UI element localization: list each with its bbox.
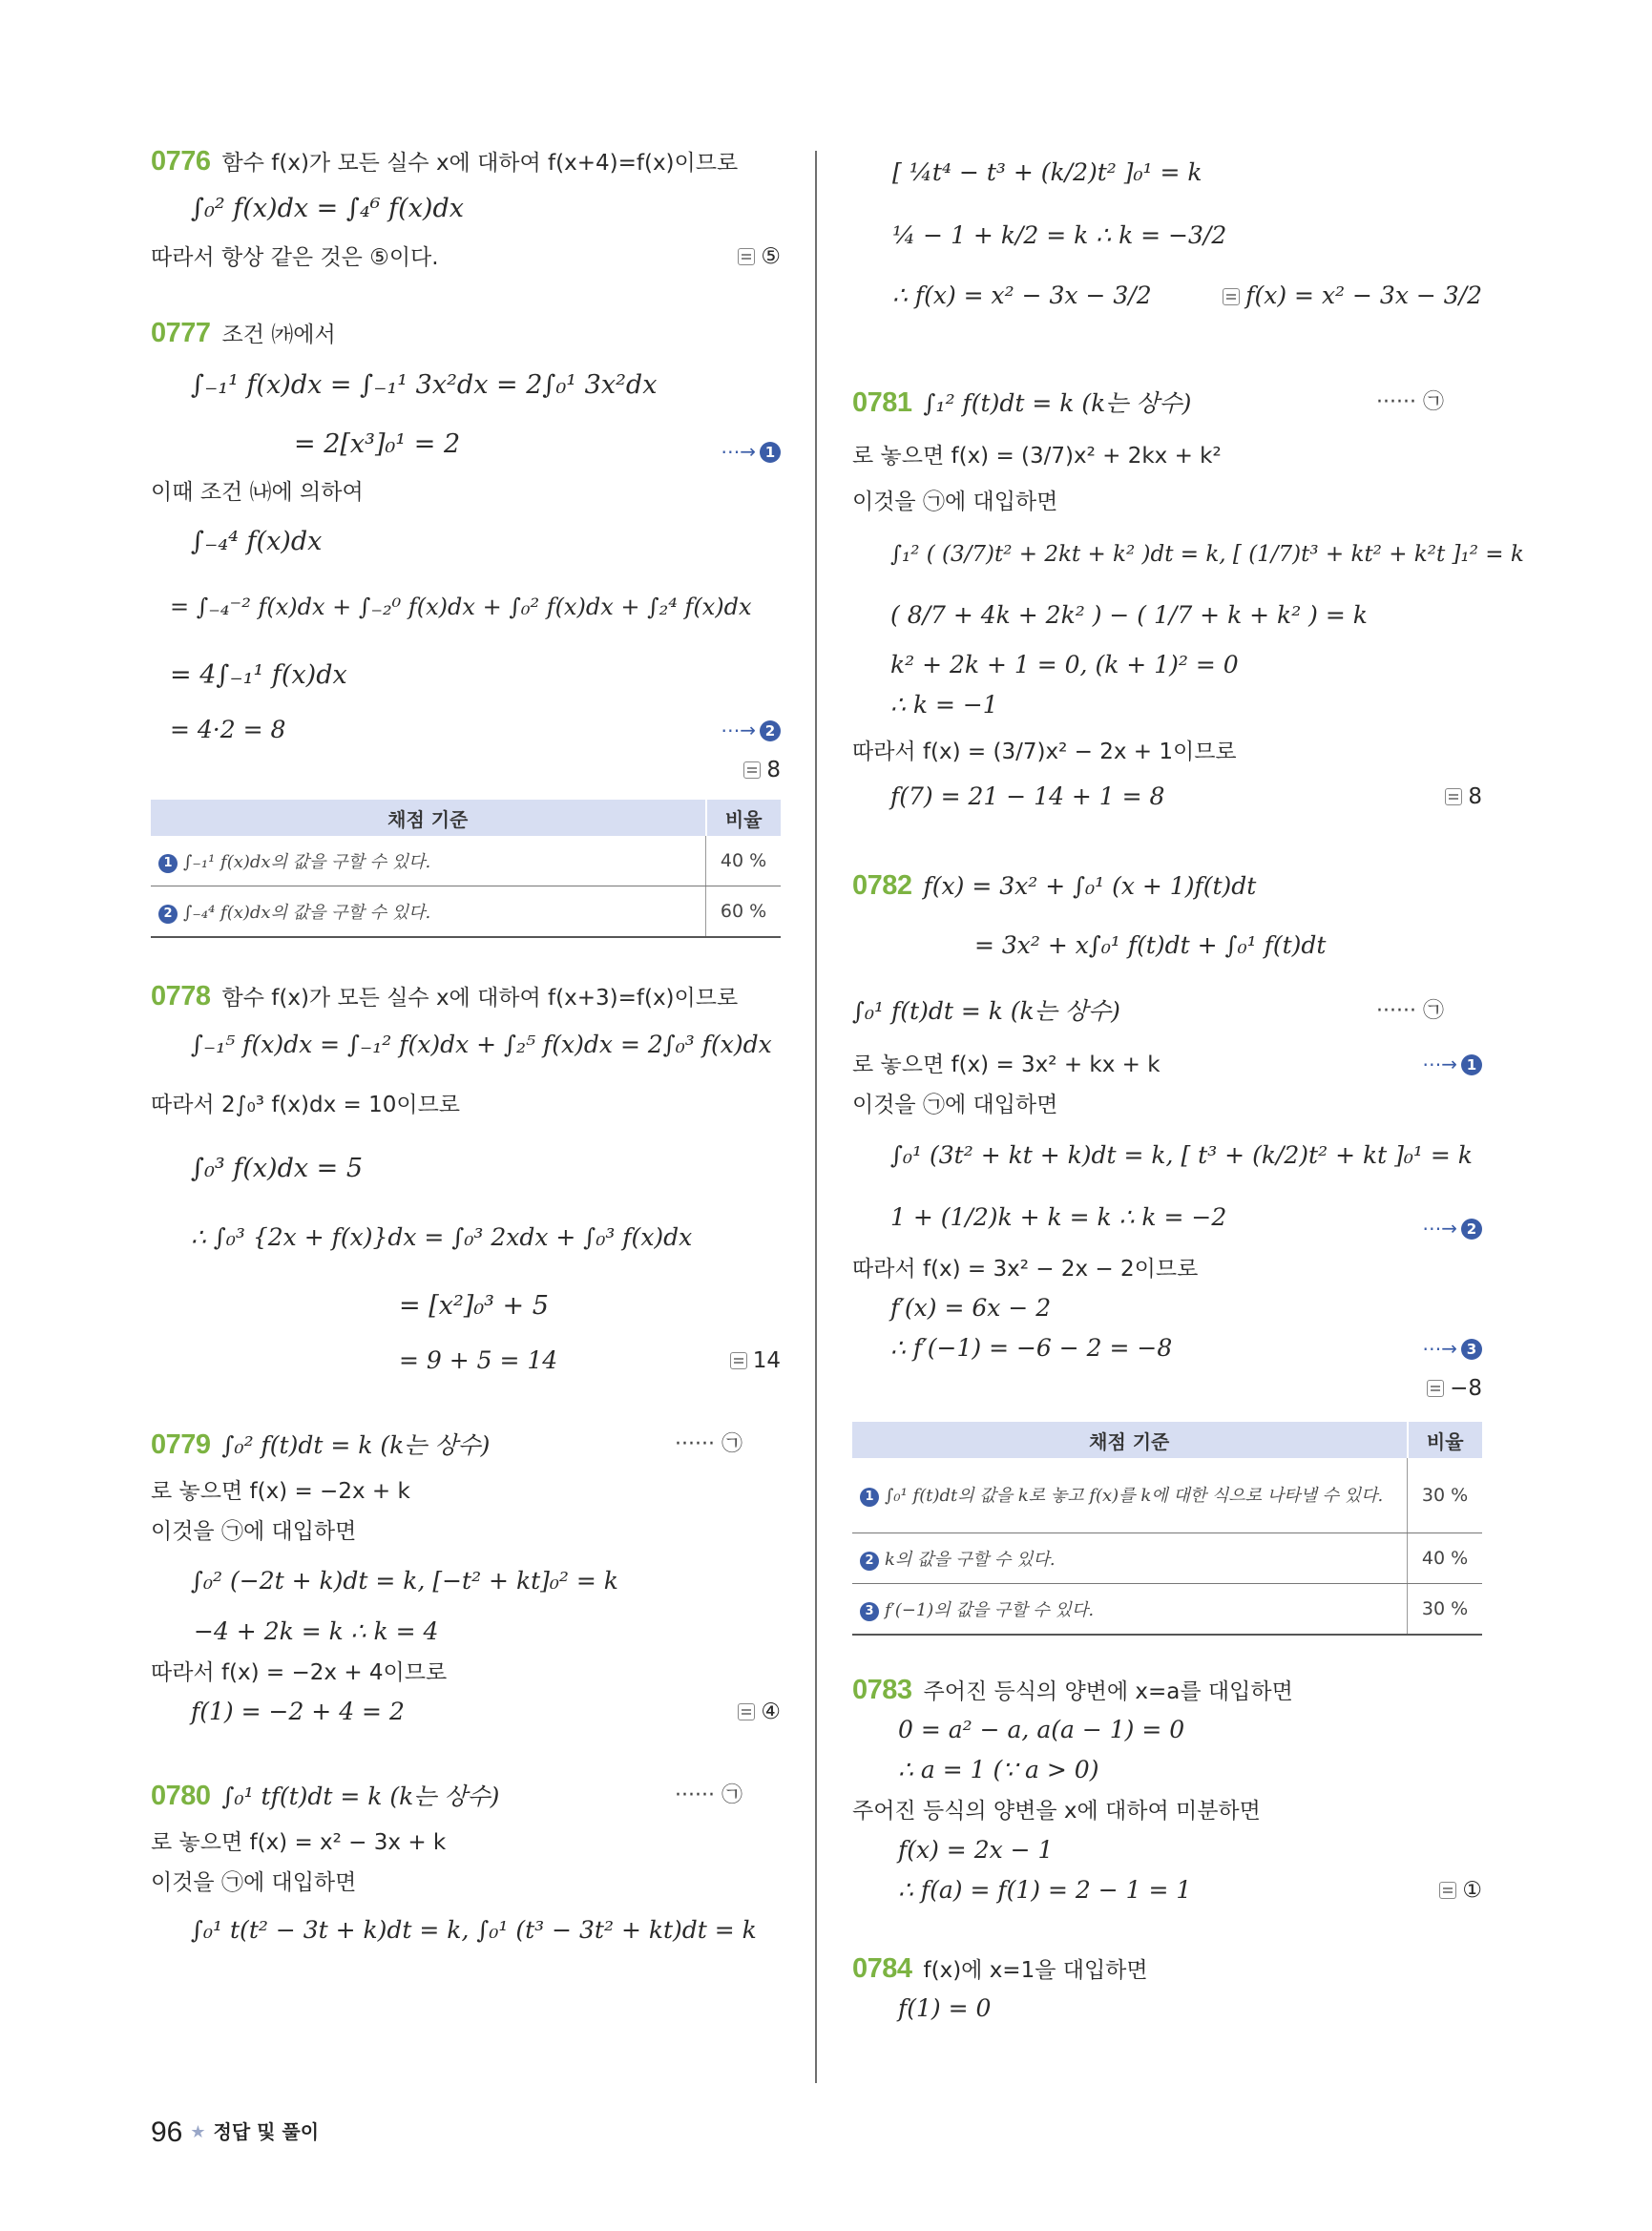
answer-icon: [1223, 288, 1240, 305]
answer-icon: [743, 761, 761, 779]
problem-number: 0783: [852, 1675, 912, 1705]
rubric-criterion-text: f′(−1)의 값을 구할 수 있다.: [885, 1600, 1095, 1620]
step-number-icon: 2: [860, 1552, 879, 1571]
solution-text: 로 놓으면 f(x) = x² − 3x + k: [151, 1830, 447, 1855]
equation-marker: ······ ㉠: [675, 1783, 742, 1807]
rubric-criterion: [852, 1533, 1408, 1584]
rubric-header-ratio: 비율: [1408, 1422, 1483, 1458]
problem-0778-line-2: [151, 1016, 781, 1074]
rubric-ratio: 40 %: [1408, 1533, 1483, 1584]
rubric-criterion-text: k의 값을 구할 수 있다.: [885, 1550, 1056, 1570]
rubric-header-criteria: 채점 기준: [151, 800, 706, 836]
problem-0777-line-6: [151, 573, 781, 641]
problem-number: 0779: [151, 1429, 211, 1460]
math-expression: ∫₁² ( (3/7)t² + 2kt + k² )dt = k, [ (1/7)t³ + kt² + k²t ]₁² = k: [890, 542, 1524, 567]
rubric-criterion: [852, 1458, 1408, 1533]
problem-0782-line-2: [852, 912, 1482, 979]
column-divider: [815, 151, 817, 2083]
step-number: 2: [1461, 1219, 1482, 1240]
solution-text: 이것을 ㉠에 대입하면: [852, 1093, 1058, 1117]
solution-text: 이때 조건 ㈏에 의하여: [151, 480, 364, 505]
problem-number: 0776: [151, 146, 211, 177]
problem-0778-line-3: [151, 1074, 781, 1135]
problem-0777: [151, 313, 781, 938]
answer-mark: [738, 237, 781, 277]
problem-0779: [151, 1419, 781, 1732]
answer-value: ④: [761, 1699, 781, 1724]
answer-icon: [1439, 1882, 1456, 1899]
math-expression: ∫₋₁⁵ f(x)dx = ∫₋₁² f(x)dx + ∫₂⁵ f(x)dx = 2∫₀³ f(x)dx: [191, 1031, 772, 1058]
scoring-rubric-0777: [151, 800, 781, 938]
answer-mark: [743, 750, 781, 790]
math-expression: −4 + 2k = k ∴ k = 4: [194, 1617, 439, 1645]
solution-text: 로 놓으면 f(x) = −2x + k: [151, 1479, 410, 1504]
problem-0784: [852, 1949, 1482, 2029]
problem-0781: [852, 376, 1524, 817]
solution-text: 주어진 등식의 양변에 x=a를 대입하면: [923, 1679, 1293, 1704]
solution-text: 함수 f(x)가 모든 실수 x에 대하여 f(x+3)=f(x)이므로: [221, 986, 739, 1011]
rubric-criterion-text: ∫₀¹ f(t)dt의 값을 k로 놓고 f(x)를 k에 대한 식으로 나타낼 수 있다.: [885, 1486, 1384, 1506]
rubric-criterion-text: ∫₋₄⁴ f(x)dx의 값을 구할 수 있다.: [183, 903, 431, 923]
problem-0782-line-6: [852, 1124, 1482, 1187]
problem-0777-line-1: [151, 313, 781, 353]
math-expression: = [x²]₀³ + 5: [399, 1291, 549, 1321]
rubric-criterion-text: ∫₋₁¹ f(x)dx의 값을 구할 수 있다.: [183, 852, 431, 872]
problem-0779-line-5: [151, 1612, 781, 1652]
math-expression: ∫₀¹ tf(t)dt = k (k는 상수): [221, 1783, 500, 1810]
math-expression: f′(x) = 6x − 2: [890, 1294, 1052, 1322]
solution-text: 이것을 ㉠에 대입하면: [852, 490, 1058, 514]
right-column: [852, 134, 1524, 2029]
step-number-icon: 1: [158, 854, 178, 873]
left-column: [151, 134, 781, 1959]
solution-text: 주어진 등식의 양변을 x에 대하여 미분하면: [852, 1799, 1261, 1824]
problem-0781-line-6: [852, 645, 1482, 685]
problem-number: 0784: [852, 1953, 912, 1984]
problem-0783-line-6: [852, 1870, 1482, 1910]
problem-0778-line-5: [151, 1203, 781, 1272]
problem-0776-line-2: [151, 181, 781, 237]
problem-0782-line-8: [852, 1248, 1482, 1288]
equation-marker: ······ ㉠: [1376, 999, 1444, 1023]
problem-0782-line-10: [852, 1328, 1482, 1368]
step-number: 3: [1461, 1339, 1482, 1360]
problem-0782-line-9: [852, 1288, 1482, 1328]
problem-0777-line-2: [151, 353, 781, 418]
math-expression: ∫₀¹ t(t² − 3t + k)dt = k, ∫₀¹ (t³ − 3t² + kt)dt = k: [191, 1916, 757, 1944]
rubric-criterion: [151, 886, 706, 938]
problem-0780-cont-line-1: [852, 143, 1482, 202]
step-marker: ⋯→ 3: [1422, 1328, 1482, 1368]
problem-0777-line-3: [151, 418, 781, 471]
math-expression: = 4∫₋₁¹ f(x)dx: [170, 660, 347, 690]
problem-0779-line-6: [151, 1652, 781, 1692]
step-marker: ⋯→ 1: [721, 425, 781, 478]
solution-text: 이것을 ㉠에 대입하면: [151, 1870, 357, 1895]
problem-0779-line-3: [151, 1511, 781, 1551]
problem-0780-cont-line-2: [852, 202, 1482, 269]
problem-0783-line-5: [852, 1830, 1482, 1870]
problem-0777-answer-line: [151, 750, 781, 790]
rubric-header-criteria: 채점 기준: [852, 1422, 1408, 1458]
section-title: 정답 및 풀이: [213, 2120, 320, 2143]
math-expression: = 3x² + x∫₀¹ f(t)dt + ∫₀¹ f(t)dt: [974, 931, 1327, 959]
problem-0781-line-7: [852, 685, 1482, 725]
math-expression: k² + 2k + 1 = 0, (k + 1)² = 0: [890, 651, 1239, 678]
page-number: 96: [151, 2116, 183, 2148]
problem-0781-line-8: [852, 725, 1482, 777]
solution-text: 따라서 f(x) = −2x + 4이므로: [151, 1660, 448, 1685]
problem-0776-line-3: [151, 237, 781, 277]
equation-marker: ······ ㉠: [1376, 390, 1444, 414]
problem-0778-line-1: [151, 976, 781, 1016]
rubric-ratio: 40 %: [706, 836, 782, 886]
problem-number: 0777: [151, 318, 211, 348]
problem-0781-line-2: [852, 429, 1482, 481]
math-expression: ∴ f(a) = f(1) = 2 − 1 = 1: [898, 1876, 1192, 1904]
answer-value: ①: [1462, 1878, 1482, 1903]
math-expression: f(1) = −2 + 4 = 2: [191, 1698, 405, 1725]
equation-marker: ······ ㉠: [675, 1432, 742, 1456]
math-expression: f(x) = 3x² + ∫₀¹ (x + 1)f(t)dt: [923, 872, 1257, 900]
problem-0778: [151, 976, 781, 1381]
answer-icon: [730, 1352, 747, 1369]
problem-0780-line-1: [151, 1770, 781, 1822]
answer-value: ⑤: [761, 244, 781, 269]
answer-icon: [738, 248, 755, 265]
step-number: 1: [1461, 1054, 1482, 1075]
rubric-header-ratio: 비율: [706, 800, 782, 836]
solution-text: 로 놓으면 f(x) = (3/7)x² + 2kx + k²: [852, 444, 1222, 469]
problem-0780-line-4: [151, 1902, 781, 1959]
answer-mark: [1427, 1368, 1482, 1408]
math-expression: f(x) = 2x − 1: [898, 1836, 1054, 1864]
problem-0783-line-2: [852, 1710, 1482, 1750]
problem-0779-line-7: [151, 1692, 781, 1732]
step-marker: ⋯→ 1: [1422, 1044, 1482, 1084]
problem-0777-line-8: [151, 710, 781, 750]
answer-value: 8: [766, 758, 781, 782]
solution-text: 따라서 2∫₀³ f(x)dx = 10이므로: [151, 1093, 461, 1117]
math-expression: ∫₀² f(x)dx = ∫₄⁶ f(x)dx: [191, 194, 464, 223]
problem-0782-line-3: [852, 979, 1482, 1044]
problem-0783-line-3: [852, 1750, 1482, 1790]
problem-0782-line-4: [852, 1044, 1482, 1084]
problem-0779-line-1: [151, 1419, 781, 1470]
math-expression: = 9 + 5 = 14: [399, 1346, 558, 1374]
problem-0780-continued: [852, 143, 1482, 323]
problem-0780: [151, 1770, 781, 1959]
answer-icon: [1445, 788, 1462, 805]
problem-0781-line-3: [852, 481, 1482, 521]
rubric-criterion: [151, 836, 706, 886]
rubric-row: [852, 1584, 1482, 1636]
problem-0784-line-2: [852, 1989, 1482, 2029]
step-number: 2: [760, 720, 781, 741]
math-expression: ∫₋₁¹ f(x)dx = ∫₋₁¹ 3x²dx = 2∫₀¹ 3x²dx: [191, 370, 658, 400]
math-expression: ∴ a = 1 (∵ a > 0): [898, 1756, 1099, 1783]
math-expression: ∫₀¹ (3t² + kt + k)dt = k, [ t³ + (k/2)t² + kt ]₀¹ = k: [890, 1141, 1473, 1169]
problem-0779-line-2: [151, 1470, 781, 1511]
math-expression: f(7) = 21 − 14 + 1 = 8: [890, 782, 1165, 810]
answer-value: 14: [752, 1348, 781, 1373]
problem-number: 0781: [852, 387, 912, 418]
scoring-rubric-0782: [852, 1422, 1482, 1636]
problem-0781-line-9: [852, 777, 1482, 817]
rubric-row: [151, 836, 781, 886]
rubric-criterion: [852, 1584, 1408, 1636]
rubric-ratio: 30 %: [1408, 1584, 1483, 1636]
answer-mark: [730, 1341, 781, 1381]
problem-0782-answer-line: [852, 1368, 1482, 1408]
answer-icon: [738, 1703, 755, 1720]
math-expression: ∫₁² f(t)dt = k (k는 상수): [923, 389, 1192, 417]
answer-mark: [738, 1692, 781, 1732]
math-expression: ∫₀³ f(x)dx = 5: [191, 1154, 364, 1183]
problem-0776-line-1: [151, 141, 781, 181]
star-icon: ★: [190, 2122, 206, 2141]
problem-0780-line-2: [151, 1822, 781, 1862]
math-expression: = ∫₋₄⁻² f(x)dx + ∫₋₂⁰ f(x)dx + ∫₀² f(x)dx + ∫₂⁴ f(x)dx: [170, 594, 752, 620]
problem-number: 0778: [151, 981, 211, 1011]
problem-number: 0782: [852, 870, 912, 901]
solution-text: 함수 f(x)가 모든 실수 x에 대하여 f(x+4)=f(x)이므로: [221, 151, 739, 176]
answer-mark: [1439, 1870, 1482, 1910]
problem-0783-line-4: [852, 1790, 1482, 1830]
math-expression: 0 = a² − a, a(a − 1) = 0: [898, 1716, 1185, 1743]
math-expression: [ ¼t⁴ − t³ + (k/2)t² ]₀¹ = k: [892, 158, 1202, 186]
rubric-row: [852, 1458, 1482, 1533]
step-marker: ⋯→ 2: [721, 710, 781, 750]
math-expression: ( 8/7 + 4k + 2k² ) − ( 1/7 + k + k² ) = k: [890, 601, 1368, 629]
problem-0781-line-5: [852, 586, 1482, 645]
answer-mark: [1223, 269, 1482, 323]
step-number: 1: [760, 442, 781, 463]
math-expression: ∴ ∫₀³ {2x + f(x)}dx = ∫₀³ 2xdx + ∫₀³ f(x)dx: [191, 1223, 693, 1251]
problem-0777-line-7: [151, 641, 781, 710]
math-expression: = 4·2 = 8: [170, 716, 286, 743]
solution-text: 따라서 f(x) = (3/7)x² − 2x + 1이므로: [852, 740, 1237, 764]
math-expression: ¼ − 1 + k/2 = k ∴ k = −3/2: [892, 221, 1227, 249]
rubric-ratio: 60 %: [706, 886, 782, 938]
math-expression: ∴ f(x) = x² − 3x − 3/2: [892, 281, 1152, 309]
problem-0783: [852, 1670, 1482, 1910]
rubric-row: [852, 1533, 1482, 1584]
solution-text: 로 놓으면 f(x) = 3x² + kx + k: [852, 1053, 1161, 1077]
problem-0779-line-4: [151, 1551, 781, 1612]
answer-value: 8: [1468, 784, 1482, 809]
solution-text: 따라서 항상 같은 것은 ⑤이다.: [151, 245, 439, 270]
math-expression: ∴ f′(−1) = −6 − 2 = −8: [890, 1334, 1173, 1362]
problem-0778-line-7: [151, 1341, 781, 1381]
problem-0782-line-5: [852, 1084, 1482, 1124]
problem-0784-line-1: [852, 1949, 1482, 1989]
problem-0777-line-4: [151, 471, 781, 511]
math-expression: f(1) = 0: [898, 1994, 992, 2022]
math-expression: 1 + (1/2)k + k = k ∴ k = −2: [890, 1203, 1227, 1231]
problem-0781-line-4: [852, 521, 1524, 586]
problem-0782-line-1: [852, 859, 1482, 912]
solution-text: f(x)에 x=1을 대입하면: [923, 1958, 1148, 1983]
solution-text: 조건 ㈎에서: [221, 323, 336, 347]
problem-0780-line-3: [151, 1862, 781, 1902]
problem-0783-line-1: [852, 1670, 1482, 1710]
answer-icon: [1427, 1380, 1444, 1397]
problem-0782-line-7: [852, 1187, 1482, 1248]
math-expression: ∫₀² f(t)dt = k (k는 상수): [221, 1431, 491, 1459]
answer-value: f(x) = x² − 3x − 3/2: [1245, 281, 1482, 309]
step-number-icon: 3: [860, 1602, 879, 1621]
step-number-icon: 1: [860, 1488, 879, 1507]
rubric-ratio: 30 %: [1408, 1458, 1483, 1533]
step-number-icon: 2: [158, 905, 178, 924]
problem-0777-line-5: [151, 511, 781, 573]
math-expression: = 2[x³]₀¹ = 2: [294, 429, 461, 459]
problem-0778-line-4: [151, 1135, 781, 1203]
problem-0780-cont-line-3: [852, 269, 1482, 323]
math-expression: ∫₀² (−2t + k)dt = k, [−t² + kt]₀² = k: [191, 1567, 618, 1595]
math-expression: ∴ k = −1: [890, 691, 998, 719]
problem-number: 0780: [151, 1781, 211, 1811]
problem-0782: [852, 859, 1482, 1636]
step-marker: ⋯→ 2: [1422, 1198, 1482, 1259]
math-expression: ∫₋₄⁴ f(x)dx: [191, 527, 323, 556]
answer-value: −8: [1450, 1376, 1482, 1401]
answer-mark: [1445, 777, 1482, 817]
problem-0778-line-6: [151, 1272, 781, 1341]
rubric-row: [151, 886, 781, 938]
solution-text: 이것을 ㉠에 대입하면: [151, 1519, 357, 1544]
math-expression: ∫₀¹ f(t)dt = k (k는 상수): [852, 997, 1120, 1025]
page-footer: [151, 2116, 319, 2149]
problem-0781-line-1: [852, 376, 1482, 429]
solution-text: 따라서 f(x) = 3x² − 2x − 2이므로: [852, 1257, 1199, 1282]
problem-0776: [151, 141, 781, 277]
